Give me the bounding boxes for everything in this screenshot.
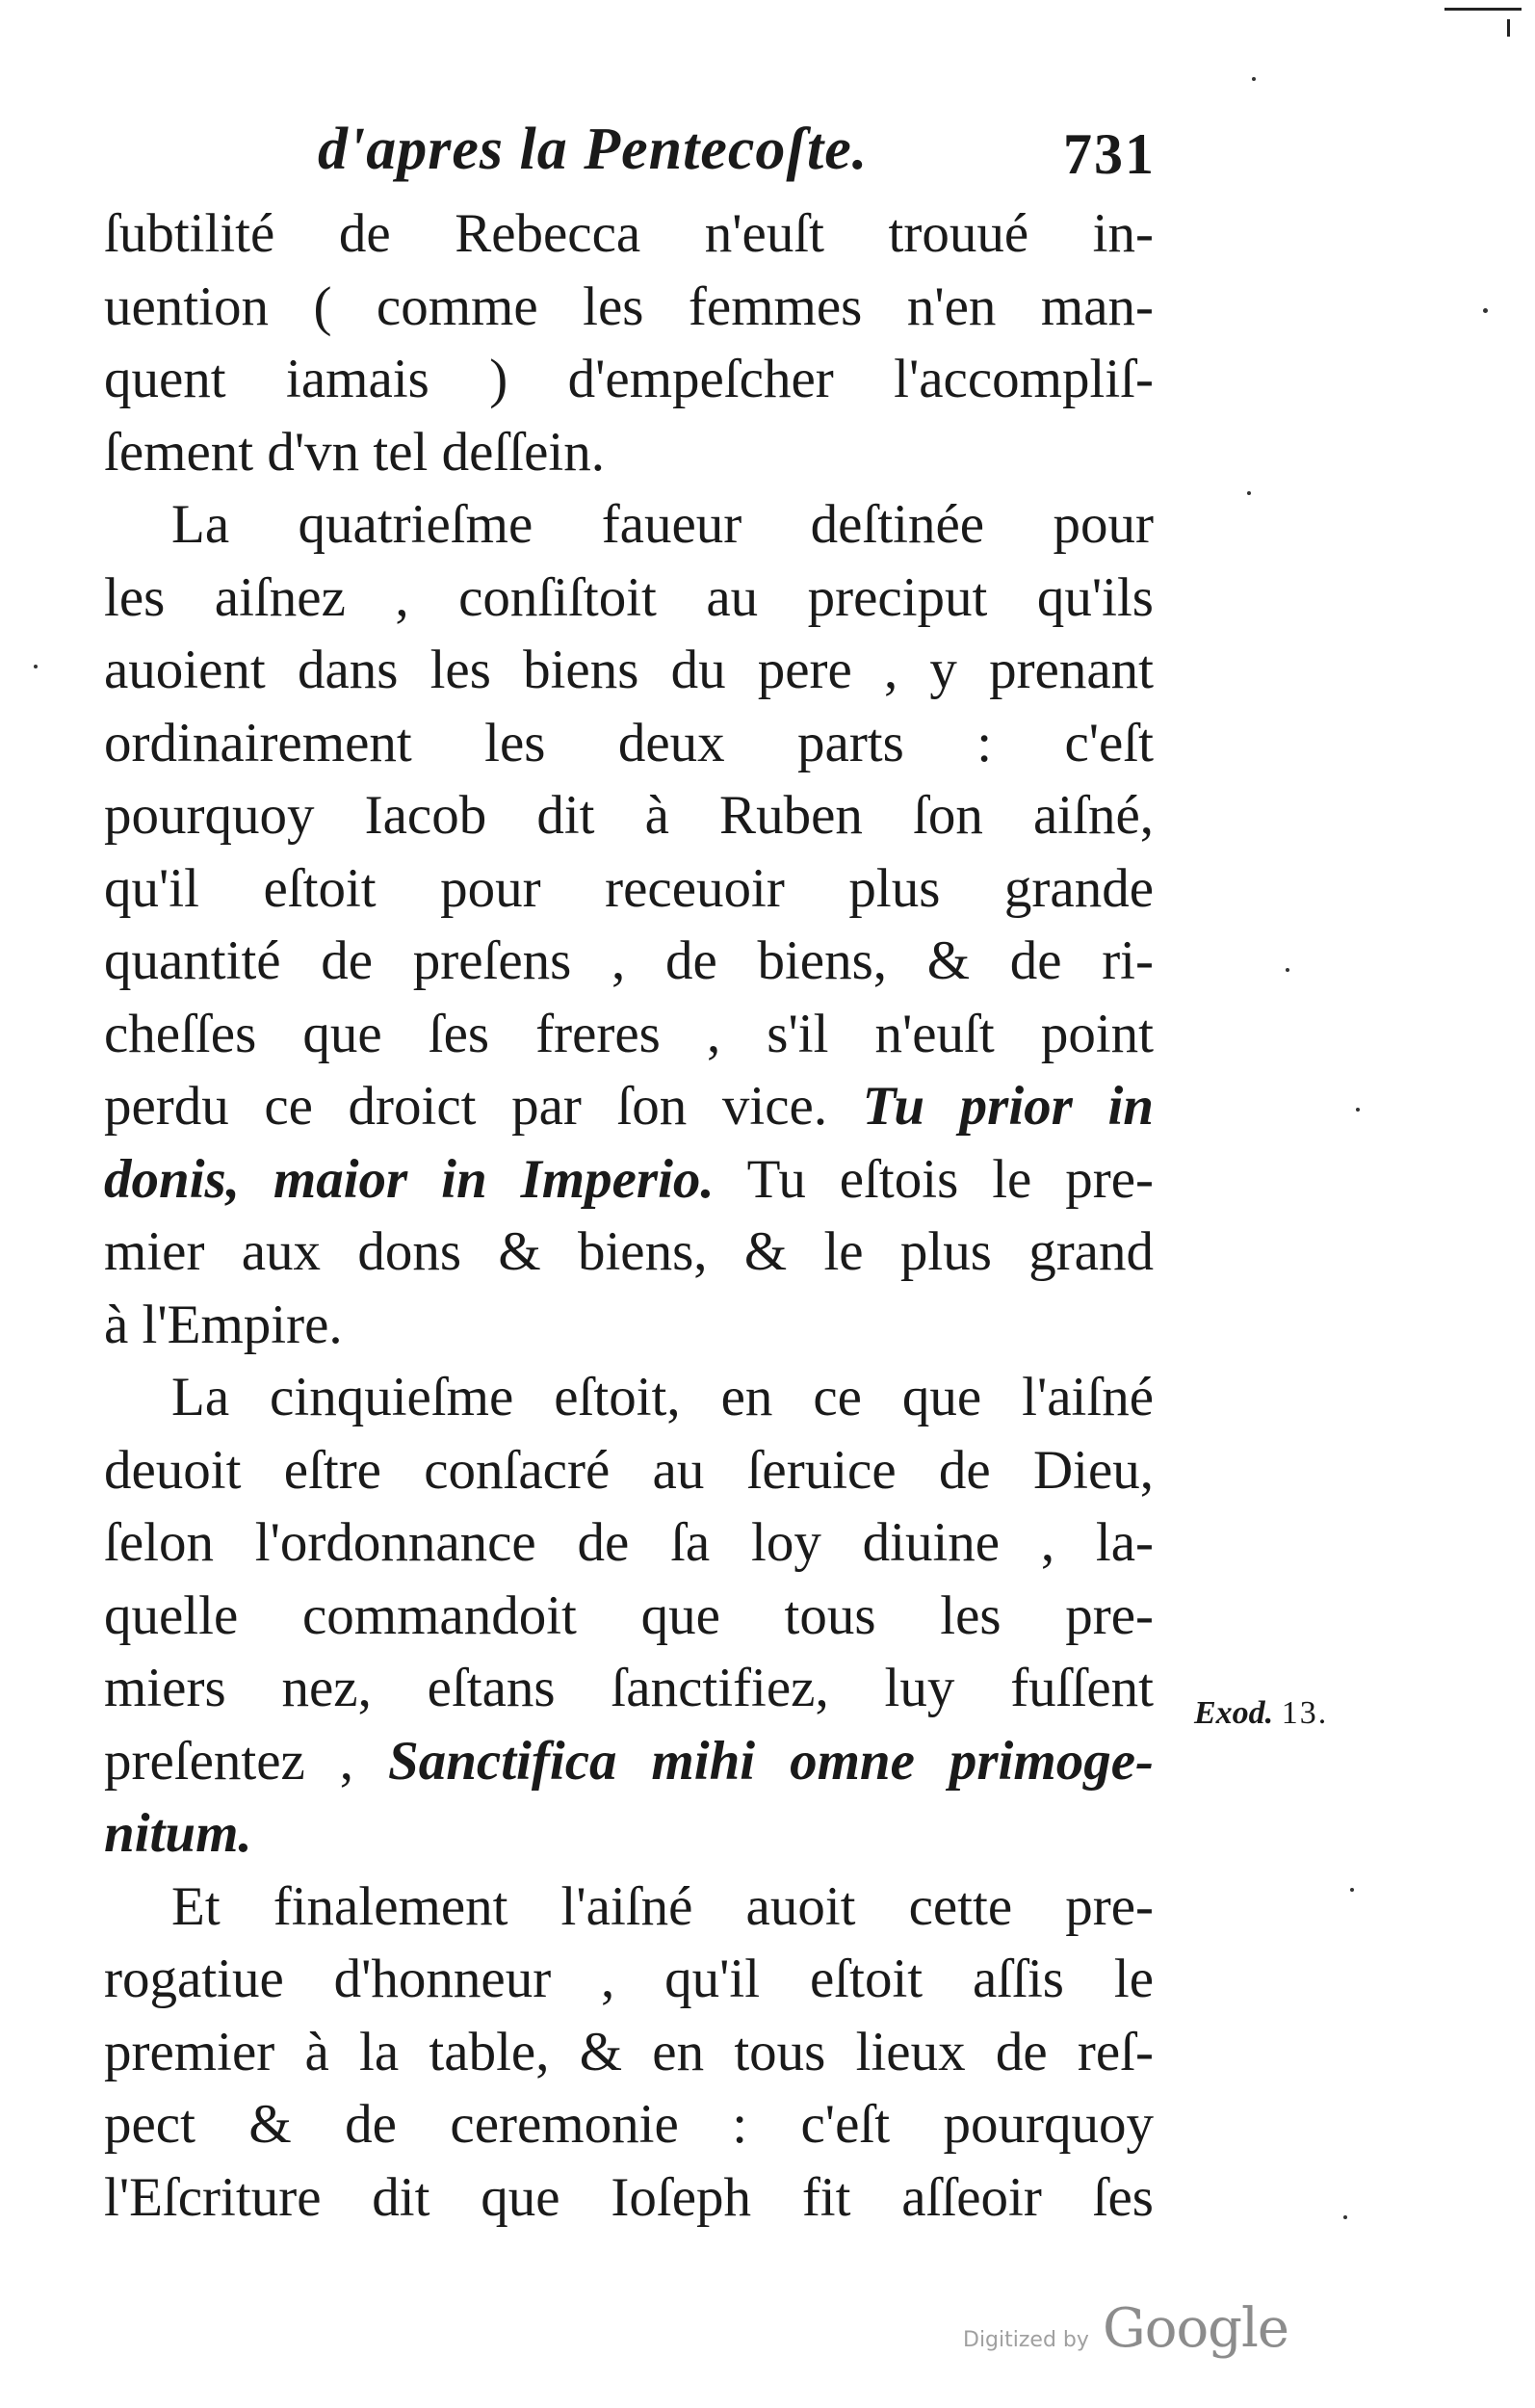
latin-quote: Tu prior in (862, 1076, 1154, 1137)
ink-speck (1343, 2215, 1347, 2219)
text-line: ſelon l'ordonnance de ſa loy diuine , la- (104, 1512, 1154, 1573)
translation: Tu eſtois le pre- (746, 1148, 1155, 1210)
text-line: cheſſes que ſes freres , s'il n'euſt point (104, 1003, 1154, 1064)
latin-quote-end: nitum. (104, 1803, 252, 1864)
paragraph-start: Et finalement l'aiſné auoit cette pre- (171, 1875, 1154, 1937)
text-line: uention ( comme les femmes n'en man- (104, 275, 1154, 337)
text-line: pect & de ceremonie : c'eſt pourquoy (104, 2094, 1154, 2155)
text-line: rogatiue d'honneur , qu'il eſtoit aſſis le (104, 1949, 1154, 2009)
text-line (104, 1725, 1154, 1798)
text-line (104, 1070, 1154, 1143)
text-line (104, 1143, 1154, 1217)
ink-speck (34, 665, 38, 668)
text-line: pourquoy Iacob dit à Ruben ſon aiſné, (104, 785, 1154, 846)
paragraph-start: La quatrieſme faueur deſtinée pour (171, 494, 1154, 555)
body-text (104, 197, 1154, 2234)
google-logo: Google (1103, 2297, 1289, 2360)
ink-speck (1286, 968, 1289, 972)
text-line: auoient dans les biens du pere , y prenant (104, 640, 1154, 700)
text-line: quantité de preſens , de biens, & de ri- (104, 930, 1154, 991)
text-segment: perdu ce droict par ſon vice. (104, 1076, 828, 1137)
running-title: d'apres la Pentecoſte. (318, 117, 869, 182)
text-segment: preſentez , (104, 1730, 354, 1792)
text-line: les aiſnez , conſiſtoit au preciput qu'ils (104, 566, 1154, 628)
text-line: ſubtilité de Rebecca n'euſt trouué in- (104, 203, 1154, 264)
text-line: deuoit eſtre conſacré au ſeruice de Dieu, (104, 1439, 1154, 1501)
ink-speck (1350, 1888, 1354, 1892)
ink-speck (1356, 1108, 1360, 1112)
latin-quote: donis, maior in Imperio. (104, 1148, 715, 1210)
margin-book: Exod. (1194, 1695, 1274, 1731)
paragraph-start: La cinquieſme eſtoit, en ce que l'aiſné (171, 1367, 1154, 1427)
scan-edge-mark (1444, 8, 1522, 11)
text-line: ordinairement les deux parts : c'eſt (104, 712, 1154, 773)
ink-speck (1252, 77, 1256, 81)
margin-chapter: 13. (1281, 1695, 1329, 1731)
ink-speck (1483, 308, 1488, 313)
text-line: quelle commandoit que tous les pre- (104, 1584, 1154, 1646)
scan-edge-mark (1507, 19, 1510, 37)
digitized-watermark (963, 2297, 1290, 2365)
text-line: l'Eſcriture dit que Ioſeph fit aſſeoir ſes (104, 2166, 1154, 2228)
text-line: mier aux dons & biens, & le plus grand (104, 1221, 1154, 1282)
text-line: miers nez, eſtans ſanctifiez, luy fuſſent (104, 1658, 1154, 1718)
ink-speck (1247, 491, 1251, 495)
text-line: ſement d'vn tel deſſein. (104, 421, 605, 483)
text-line: qu'il eſtoit pour receuoir plus grande (104, 857, 1154, 919)
latin-quote: Sanctifica mihi omne primoge- (388, 1730, 1154, 1792)
running-head (289, 116, 1156, 193)
digitized-label: Digitized by (963, 2328, 1089, 2352)
text-line: à l'Empire. (104, 1294, 343, 1355)
text-line: premier à la table, & en tous lieux de reſ- (104, 2021, 1154, 2082)
margin-reference (1194, 1695, 1328, 1732)
page-number: 731 (1063, 122, 1156, 186)
text-line: quent iamais ) d'empeſcher l'accompliſ- (104, 349, 1154, 409)
